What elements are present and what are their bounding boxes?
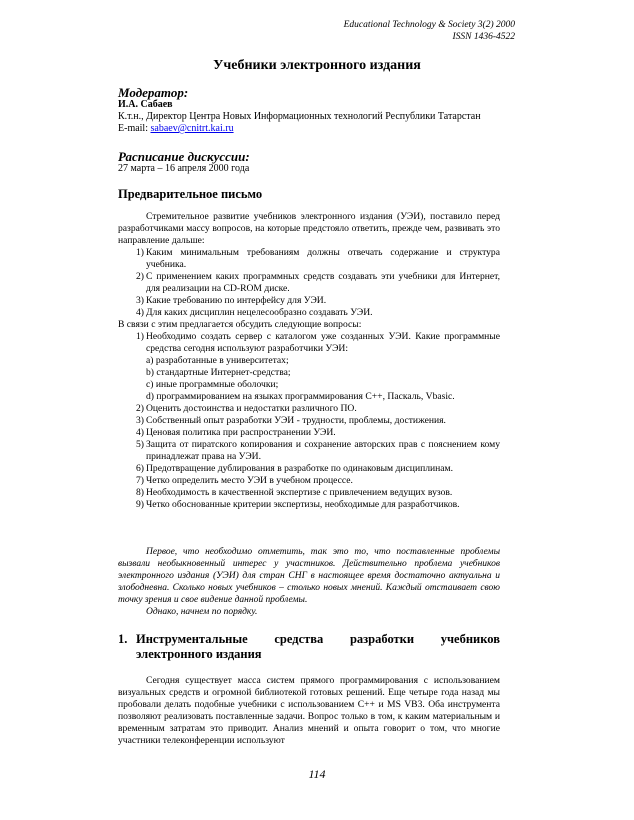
page-number: 114 xyxy=(308,767,326,781)
moderator-email-line xyxy=(118,123,234,135)
section-title: Инструментальные средства разработки учебников электронного издания xyxy=(136,632,500,661)
commentary-closing: Однако, начнем по порядку. xyxy=(146,607,258,617)
section-1-body xyxy=(118,675,500,747)
sub-list-item: b) стандартные Интернет-средства; xyxy=(146,367,291,378)
list-item: 6) Предотвращение дублирования в разработке по одинаковым дисциплинам. xyxy=(136,463,453,474)
issn-header: ISSN 1436-4522 xyxy=(452,32,515,42)
sub-list-item: c) иные программные оболочки; xyxy=(146,379,279,390)
list-item: 4) Для каких дисциплин нецелесообразно создавать УЭИ. xyxy=(136,307,373,318)
section-number: 1. xyxy=(118,632,128,646)
schedule-heading: Расписание дискуссии: xyxy=(118,149,250,164)
letter-body xyxy=(118,211,500,511)
section-1-heading xyxy=(118,632,500,662)
commentary xyxy=(118,546,500,618)
list-item: 2) С применением каких программных средств создавать эти учебники для Интернет, для реализации на CD-ROM диске. xyxy=(136,271,500,294)
letter-heading: Предварительное письмо xyxy=(118,187,263,201)
questions-list xyxy=(118,247,500,319)
email-link[interactable]: sabaev@cnitrt.kai.ru xyxy=(150,123,234,134)
sub-list-item: d) программированием на языках программирования С++, Паскаль, Vbasic. xyxy=(146,391,455,402)
transition-text: В связи с этим предлагается обсудить следующие вопросы: xyxy=(118,319,362,330)
moderator-name: И.А. Сабаев xyxy=(118,99,173,110)
email-label: E-mail: xyxy=(118,123,151,134)
letter-intro: Стремительное развитие учебников электронного издания (УЭИ), поставило перед разработчиками массу вопросов, на которые предстояло ответить, прежде чем, развивать это направление дальше: xyxy=(118,211,500,246)
journal-header: Educational Technology & Society 3(2) 2000 xyxy=(343,20,515,30)
list-item: 9) Четко обоснованные критерии экспертизы, необходимые для разработчиков. xyxy=(136,499,460,510)
list-item: 1) Необходимо создать сервер с каталогом уже созданных УЭИ. Какие программные средства сегодня используют разработчики УЭИ: a) разработанные в университетах; b) стандартные Интернет-средства; c) иные программные оболочки; d) программированием на языках программирования С++, Паскаль, Vbasic. xyxy=(136,331,500,402)
list-item: 5) Защита от пиратского копирования и сохранение авторских прав с пояснением кому принадлежат права на УЭИ. xyxy=(136,439,500,462)
list-item: 1) Каким минимальным требованиям должны отвечать содержание и структура учебника. xyxy=(136,247,500,270)
list-item: 2) Оценить достоинства и недостатки различного ПО. xyxy=(136,403,357,414)
section-1-paragraph: Сегодня существует масса систем прямого программирования с использованием визуальных средств и огромной библиотекой готовых решений. Еще четыре года назад мы пробовали делать подобные учебники с использованием С++ и MS VB3. Оба инструмента позволяют реализовать поставленные задачи. Вопрос только в том, к каким материальным и временным затратам это приводит. Анализ мнений и опыта говорит о том, что многие участники телеконференции используют xyxy=(118,675,500,746)
list-item: 8) Необходимость в качественной экспертизе с привлечением ведущих вузов. xyxy=(136,487,453,498)
moderator-position: К.т.н., Директор Центра Новых Информационных технологий Республики Татарстан xyxy=(118,111,481,122)
page-title: Учебники электронного издания xyxy=(213,58,421,73)
list-item: 3) Какие требованию по интерфейсу для УЭИ. xyxy=(136,295,327,306)
sub-list xyxy=(146,355,500,403)
sub-list-item: a) разработанные в университетах; xyxy=(146,355,289,366)
list-item: 4) Ценовая политика при распространении УЭИ. xyxy=(136,427,336,438)
topics-list xyxy=(118,331,500,511)
moderator-heading: Модератор: xyxy=(118,85,189,100)
list-item: 3) Собственный опыт разработки УЭИ - трудности, проблемы, достижения. xyxy=(136,415,446,426)
commentary-paragraph: Первое, что необходимо отметить, так это то, что поставленные проблемы вызвали необыкновенный интерес у участников. Действительно проблема учебников электронного издания (УЭИ) для стран СНГ в настоящее время достаточно актуальна и злободневна. Сколько новых учебников – столько новых мнений. Каждый отстаивает свою точку зрения и свое видение данной проблемы. xyxy=(118,547,500,605)
list-item: 7) Четко определить место УЭИ в учебном процессе. xyxy=(136,475,353,486)
schedule-dates: 27 марта – 16 апреля 2000 года xyxy=(118,163,250,174)
